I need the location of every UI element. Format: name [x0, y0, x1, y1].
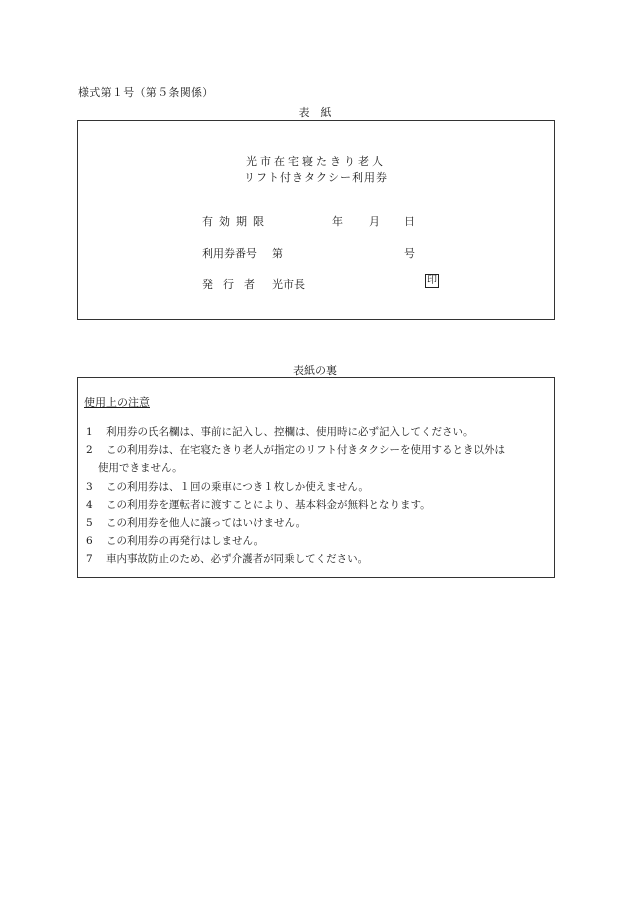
note-item: [86, 514, 552, 532]
note-item: [86, 441, 552, 459]
issuer-label: 発行者: [202, 278, 265, 291]
validity-month: 月: [369, 215, 380, 228]
note-item: [86, 550, 552, 568]
note-text: この利用券の再発行はしません。: [106, 535, 265, 548]
notes-list: [86, 423, 552, 569]
note-number: 2: [86, 444, 93, 457]
cover-title-line1: 光市在宅寝たきり老人: [246, 155, 386, 168]
note-item: [86, 496, 552, 514]
form-number: 様式第１号（第５条関係）: [78, 86, 214, 99]
note-continuation: 使用できません。: [98, 462, 183, 475]
notes-title: 使用上の注意: [84, 396, 150, 409]
cover-heading: 表 紙: [298, 106, 332, 119]
cover-title: [78, 154, 554, 186]
ticket-number-label: 利用券番号: [202, 247, 257, 260]
validity-label: 有効期限: [202, 215, 270, 228]
note-number: 3: [86, 480, 93, 493]
note-item: [86, 532, 552, 550]
validity-day: 日: [404, 215, 415, 228]
note-text: この利用券を運転者に渡すことにより、基本料金が無料となります。: [106, 498, 431, 511]
seal-mark: 印: [427, 275, 437, 286]
note-number: 1: [86, 426, 93, 438]
note-number: 6: [86, 535, 93, 548]
note-number: 7: [86, 553, 93, 566]
back-heading: 表紙の裏: [293, 364, 337, 377]
note-number: 5: [86, 517, 93, 530]
note-item: [86, 478, 552, 496]
ticket-number-prefix: 第: [272, 247, 283, 260]
note-text: 利用券の氏名欄は、事前に記入し、控欄は、使用時に必ず記入してください。: [106, 426, 474, 438]
note-text: この利用券を他人に譲ってはいけません。: [106, 517, 307, 530]
ticket-number-suffix: 号: [404, 247, 415, 260]
cover-title-line2: リフト付きタクシー利用券: [244, 171, 388, 184]
note-item: [86, 423, 552, 441]
issuer-name: 光市長: [272, 278, 305, 291]
note-number: 4: [86, 498, 93, 511]
cover-box: [77, 120, 555, 320]
validity-year: 年: [332, 215, 343, 228]
back-box: [77, 377, 555, 578]
note-text: この利用券は、在宅寝たきり老人が指定のリフト付きタクシーを使用するとき以外は: [106, 444, 505, 457]
note-text: この利用券は、１回の乗車につき１枚しか使えません。: [106, 480, 369, 493]
note-text: 車内事故防止のため、必ず介護者が同乗してください。: [106, 553, 369, 566]
